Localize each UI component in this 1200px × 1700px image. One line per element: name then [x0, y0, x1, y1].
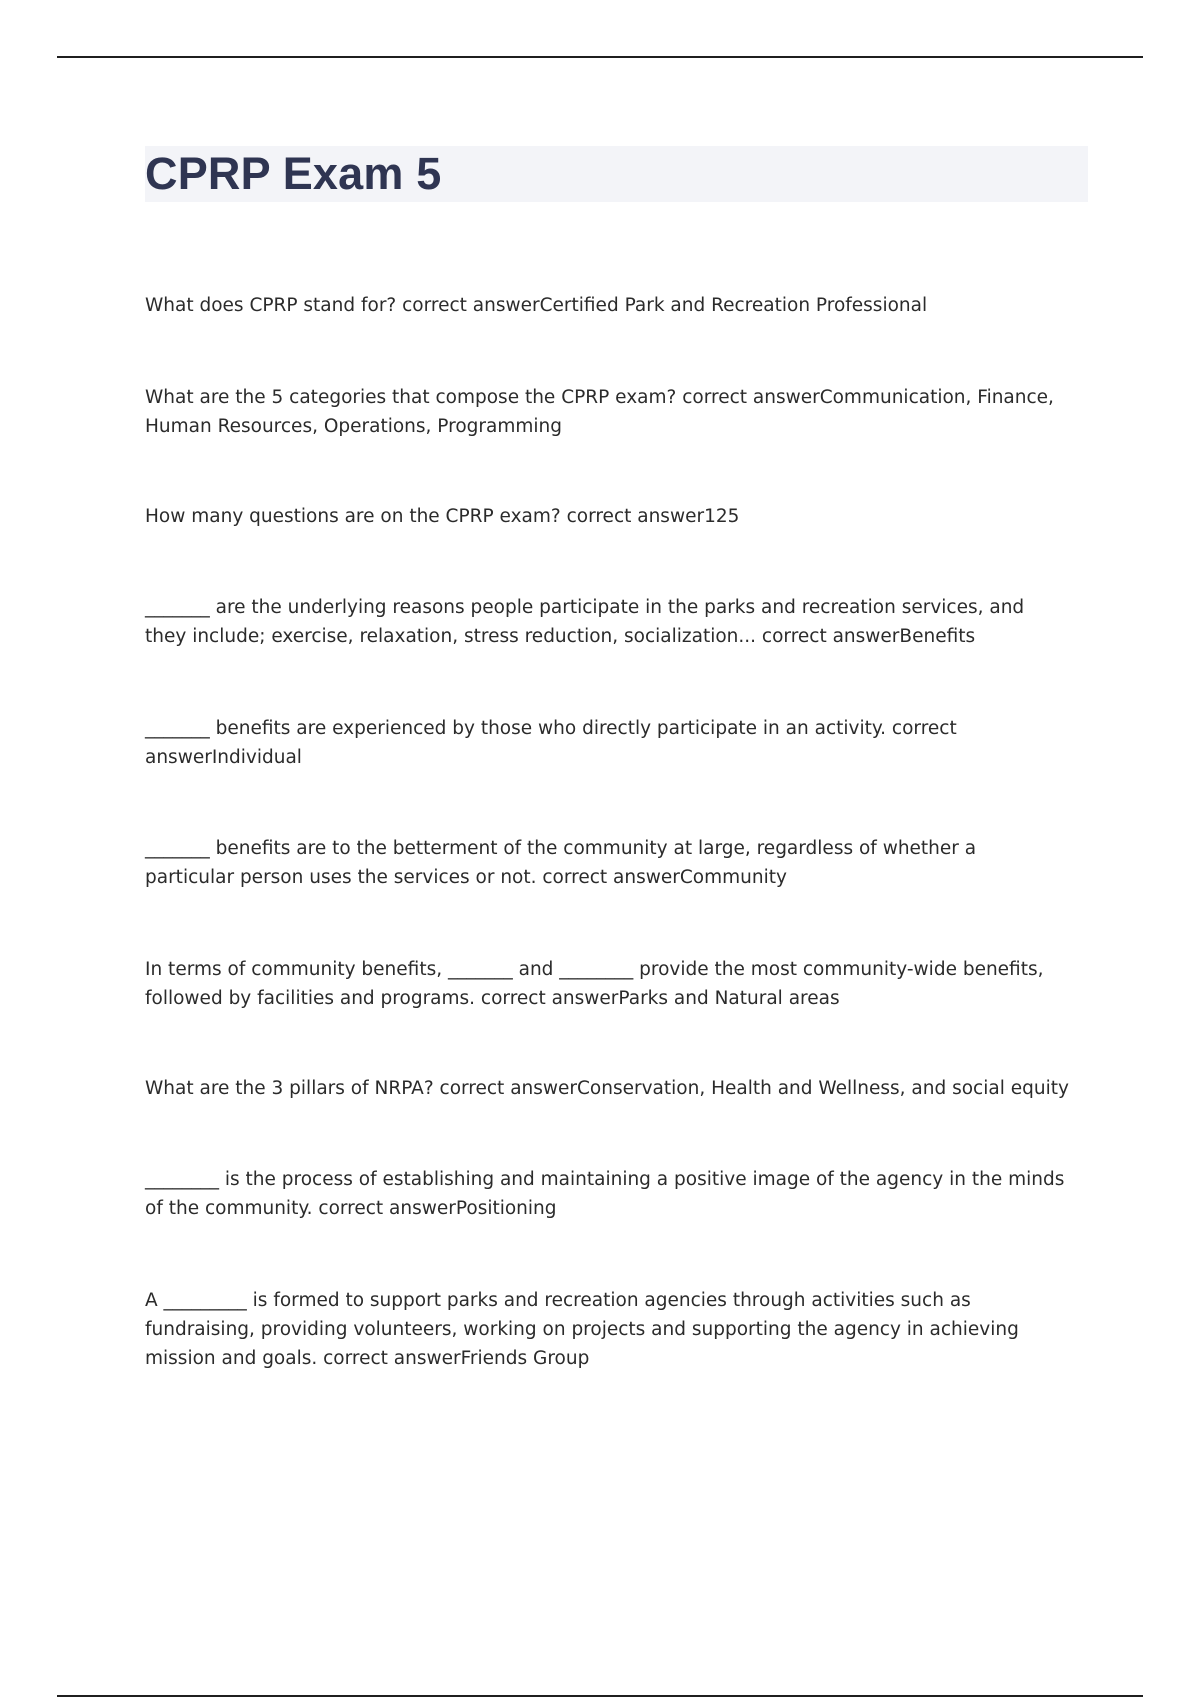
bottom-rule	[57, 1695, 1143, 1697]
qa-item: How many questions are on the CPRP exam? correct answer125	[145, 506, 740, 527]
qa-item: What does CPRP stand for? correct answerCertified Park and Recreation Professional	[145, 295, 928, 316]
qa-item: What are the 5 categories that compose the CPRP exam? correct answerCommunication, Finance, Human Resources, Operations, Programming	[145, 387, 1054, 437]
qa-item: What are the 3 pillars of NRPA? correct answerConservation, Health and Wellness, and social equity	[145, 1078, 1069, 1099]
qa-item: _______ benefits are to the betterment of the community at large, regardless of whether a particular person uses the services or not. correct answerCommunity	[145, 838, 977, 888]
qa-item: _______ are the underlying reasons people participate in the parks and recreation services, and they include; exercise, relaxation, stress reduction, socialization... correct answerBenefits	[145, 597, 1025, 647]
page-title: CPRP Exam 5	[145, 148, 442, 199]
qa-item: _______ benefits are experienced by those who directly participate in an activity. correct answerIndividual	[145, 718, 957, 768]
qa-item: A _________ is formed to support parks and recreation agencies through activities such as fundraising, providing volunteers, working on projects and supporting the agency in achieving mission and goals. correct answerFriends Group	[145, 1290, 1019, 1369]
qa-item: In terms of community benefits, _______ and ________ provide the most community-wide benefits, followed by facilities and programs. correct answerParks and Natural areas	[145, 959, 1044, 1009]
qa-item: ________ is the process of establishing and maintaining a positive image of the agency in the minds of the community. correct answerPositioning	[145, 1169, 1065, 1219]
top-rule	[57, 56, 1143, 58]
